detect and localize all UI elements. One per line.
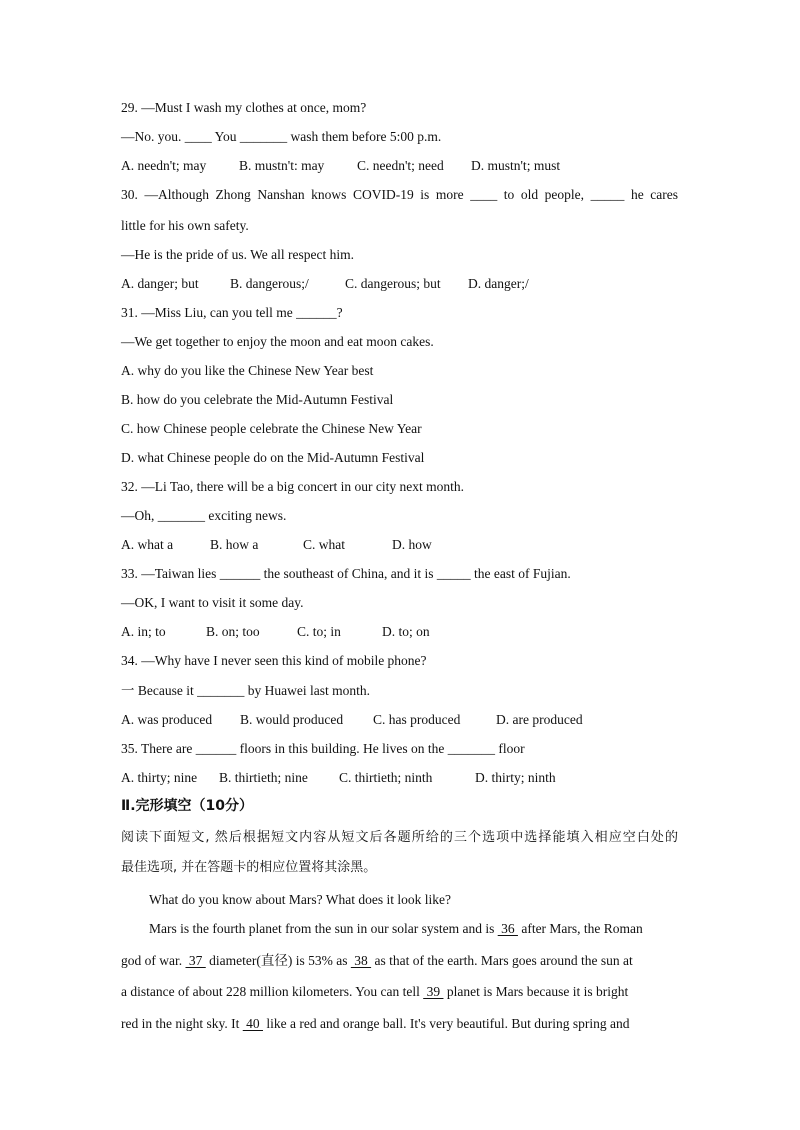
q35-option-d: D. thirty; ninth (475, 770, 556, 785)
q31-option-c: C. how Chinese people celebrate the Chinese New Year (121, 421, 422, 436)
q34-reply: 一 Because it _______ by Huawei last month. (121, 683, 370, 698)
blank-37: 37 (185, 953, 206, 968)
q34-options (121, 711, 721, 729)
q29-option-d: D. mustn't; must (471, 158, 561, 173)
q33-option-a: A. in; to (121, 624, 166, 639)
q33-option-d: D. to; on (382, 624, 430, 639)
passage-text: red in the night sky. It (121, 1016, 240, 1031)
q35-option-c: C. thirtieth; ninth (339, 770, 433, 785)
q32-options (121, 536, 721, 554)
q29-reply: —No. you. ____ You _______ wash them before 5:00 p.m. (121, 129, 442, 144)
passage-text: like a red and orange ball. It's very beautiful. But during spring and (266, 1016, 630, 1031)
q29-option-c: C. needn't; need (357, 158, 444, 173)
q30-options (121, 275, 721, 293)
q32-option-c: C. what (303, 537, 345, 552)
q29-option-b: B. mustn't: may (239, 158, 325, 173)
blank-38: 38 (350, 953, 372, 968)
q32-option-b: B. how a (210, 537, 259, 552)
section-instructions-line-2: 最佳选项, 并在答题卡的相应位置将其涂黑。 (121, 860, 377, 875)
q30-option-c: C. dangerous; but (345, 276, 441, 291)
passage-line-4 (121, 1015, 629, 1033)
passage-text: planet is Mars because it is bright (446, 984, 629, 999)
blank-40: 40 (242, 1016, 263, 1031)
q32-reply: —Oh, _______ exciting news. (121, 508, 287, 523)
passage-text: a distance of about 228 million kilometers. You can tell (121, 984, 420, 999)
passage-text: god of war. (121, 953, 183, 968)
passage-text: as that of the earth. Mars goes around the sun at (374, 953, 633, 968)
q30-option-d: D. danger;/ (468, 276, 529, 291)
q33-option-c: C. to; in (297, 624, 341, 639)
passage-intro: What do you know about Mars? What does it look like? (149, 892, 451, 907)
q30-option-a: A. danger; but (121, 276, 199, 291)
passage-line-2 (121, 952, 633, 970)
q31-option-d: D. what Chinese people do on the Mid-Autumn Festival (121, 450, 425, 465)
q31-option-b: B. how do you celebrate the Mid-Autumn Festival (121, 392, 394, 407)
q33-stem: 33. —Taiwan lies ______ the southeast of China, and it is _____ the east of Fujian. (121, 566, 571, 581)
q35-options (121, 769, 721, 787)
q33-options (121, 623, 721, 641)
q34-stem: 34. —Why have I never seen this kind of mobile phone? (121, 653, 427, 668)
blank-39: 39 (423, 984, 444, 999)
q32-option-d: D. how (392, 537, 432, 552)
passage-text: Mars is the fourth planet from the sun in our solar system and is (149, 921, 495, 936)
q35-stem: 35. There are ______ floors in this building. He lives on the _______ floor (121, 741, 525, 756)
q31-option-a: A. why do you like the Chinese New Year best (121, 363, 374, 378)
q30-reply: —He is the pride of us. We all respect him. (121, 247, 354, 262)
q29-options (121, 157, 721, 175)
q34-option-c: C. has produced (373, 712, 461, 727)
passage-line-1 (149, 920, 643, 938)
q34-option-b: B. would produced (240, 712, 344, 727)
section-instructions-line-1: 阅读下面短文, 然后根据短文内容从短文后各题所给的三个选项中选择能填入相应空白处的 (121, 830, 678, 845)
q29-option-a: A. needn't; may (121, 158, 207, 173)
q33-option-b: B. on; too (206, 624, 260, 639)
q31-reply: —We get together to enjoy the moon and eat moon cakes. (121, 334, 434, 349)
q35-option-b: B. thirtieth; nine (219, 770, 308, 785)
q35-option-a: A. thirty; nine (121, 770, 198, 785)
blank-36: 36 (497, 921, 518, 936)
q30-option-b: B. dangerous;/ (230, 276, 309, 291)
q32-option-a: A. what a (121, 537, 174, 552)
passage-text: diameter(直径) is 53% as (209, 953, 348, 968)
q30-stem-cont: little for his own safety. (121, 218, 249, 233)
passage-line-3 (121, 983, 628, 1001)
q29-stem: 29. —Must I wash my clothes at once, mom? (121, 100, 367, 115)
q34-option-d: D. are produced (496, 712, 583, 727)
q31-stem: 31. —Miss Liu, can you tell me ______? (121, 305, 343, 320)
q30-stem: 30. —Although Zhong Nanshan knows COVID-19 is more ____ to old people, _____ he cares (121, 187, 678, 202)
q32-stem: 32. —Li Tao, there will be a big concert in our city next month. (121, 479, 464, 494)
q34-option-a: A. was produced (121, 712, 213, 727)
passage-text: after Mars, the Roman (521, 921, 643, 936)
q33-reply: —OK, I want to visit it some day. (121, 595, 304, 610)
section-heading: Ⅱ.完形填空（10分） (121, 798, 254, 814)
